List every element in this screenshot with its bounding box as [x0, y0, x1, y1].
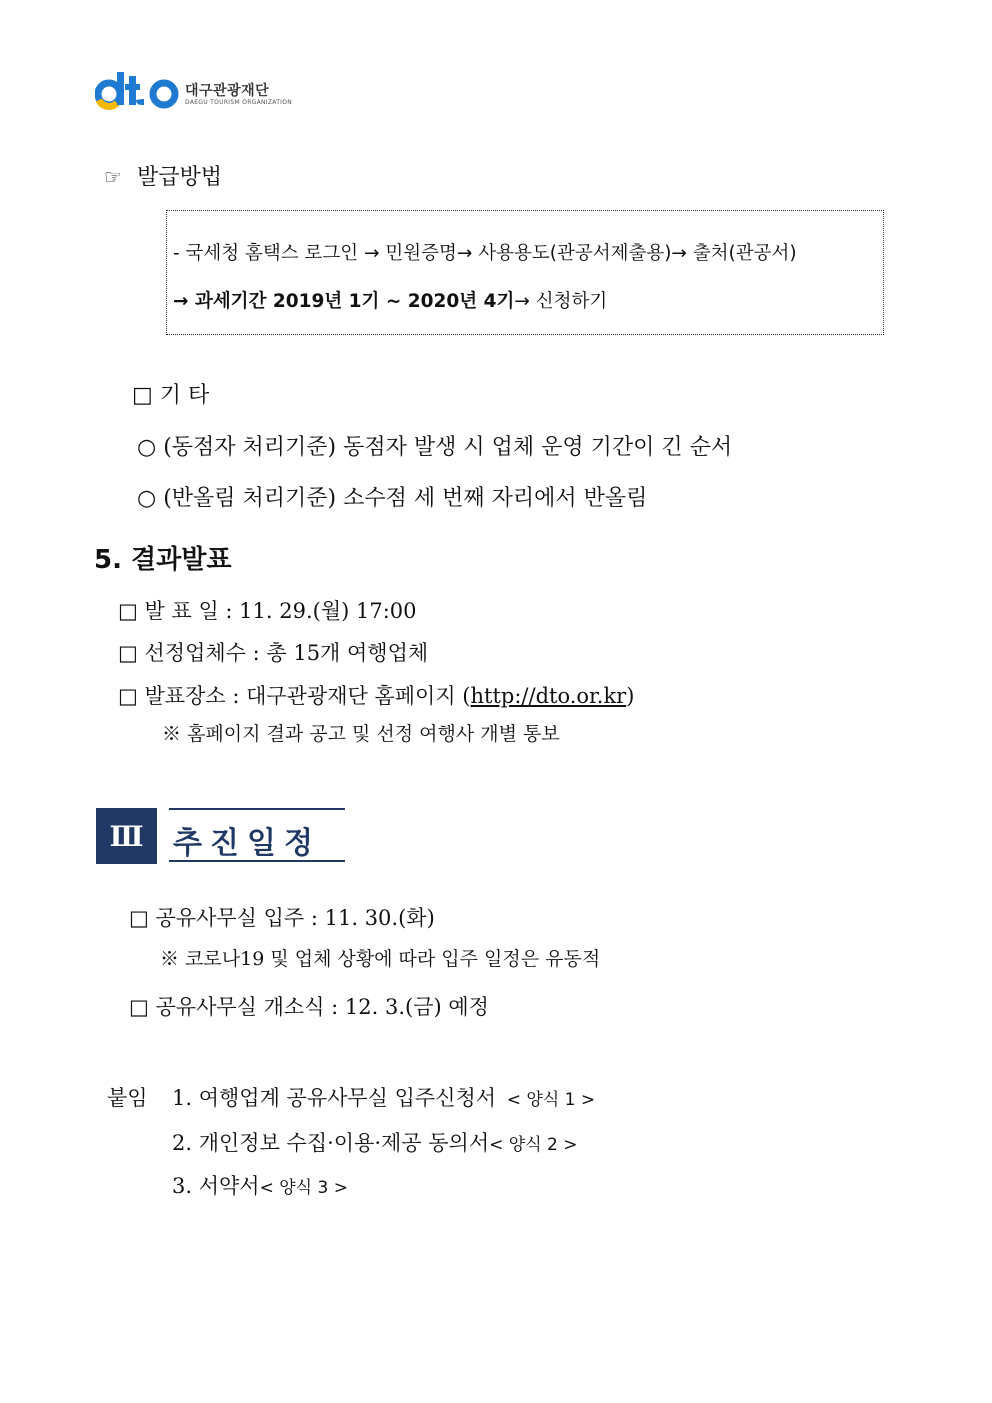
section-number-badge: Ⅲ — [96, 808, 157, 864]
attachment-3-form: < 양식 3 > — [259, 1178, 348, 1198]
other-heading: □ 기 타 — [132, 383, 210, 408]
attachment-2-form: < 양식 2 > — [489, 1135, 578, 1155]
issue-method-title: 발급방법 — [136, 165, 222, 190]
move-in-schedule: □ 공유사무실 입주 : 11. 30.(화) — [129, 906, 435, 930]
apply-text: → 신청하기 — [514, 291, 608, 312]
announce-place-prefix: □ 발표장소 : 대구관광재단 홈페이지 ( — [118, 684, 471, 708]
tiebreak-rule: ○ (동점자 처리기준) 동점자 발생 시 업체 운영 기간이 긴 순서 — [137, 435, 733, 460]
attachments-label: 붙임 — [107, 1086, 148, 1110]
dto-homepage-link[interactable]: http://dto.or.kr — [470, 684, 627, 708]
attachment-1-form: < 양식 1 > — [506, 1090, 596, 1110]
rounding-rule: ○ (반올림 처리기준) 소수점 세 번째 자리에서 반올림 — [137, 486, 648, 511]
section3-title: 추진일정 — [173, 826, 321, 861]
issue-method-line1: - 국세청 홈택스 로그인 → 민원증명→ 사용용도(관공서제출용)→ 출처(관공서) — [173, 243, 797, 264]
opening-ceremony-schedule: □ 공유사무실 개소식 : 12. 3.(금) 예정 — [129, 995, 489, 1019]
attachment-3 — [172, 1170, 348, 1200]
tax-period-text: → 과세기간 2019년 1기 ~ 2020년 4기 — [173, 291, 515, 312]
announce-note: ※ 홈페이지 결과 공고 및 선정 여행사 개별 통보 — [162, 723, 560, 745]
move-in-note: ※ 코로나19 및 업체 상황에 따라 입주 일정은 유동적 — [160, 948, 601, 970]
org-logo — [95, 70, 295, 114]
issue-method-box — [166, 210, 884, 335]
attachment-2-title: 2. 개인정보 수집·이용·제공 동의서 — [172, 1131, 490, 1155]
selected-count: □ 선정업체수 : 총 15개 여행업체 — [118, 641, 429, 665]
announce-place-suffix: ) — [626, 684, 635, 708]
announce-place — [118, 680, 634, 710]
issue-method-heading — [104, 160, 222, 191]
announce-date: □ 발 표 일 : 11. 29.(월) 17:00 — [118, 599, 417, 623]
section3-heading — [169, 808, 345, 862]
issue-method-line2 — [173, 287, 607, 313]
dto-logo-mark — [95, 70, 181, 110]
org-name-korean: 대구관광재단 — [185, 83, 270, 99]
org-name-english: DAEGU TOURISM ORGANIZATION — [185, 99, 293, 106]
section5-title: 5. 결과발표 — [94, 545, 232, 575]
attachment-1 — [172, 1082, 595, 1112]
pointing-hand-icon: ☞ — [104, 165, 122, 189]
attachment-3-title: 3. 서약서 — [172, 1174, 260, 1198]
attachment-1-title: 1. 여행업계 공유사무실 입주신청서 — [172, 1086, 497, 1110]
attachment-2 — [172, 1127, 578, 1157]
